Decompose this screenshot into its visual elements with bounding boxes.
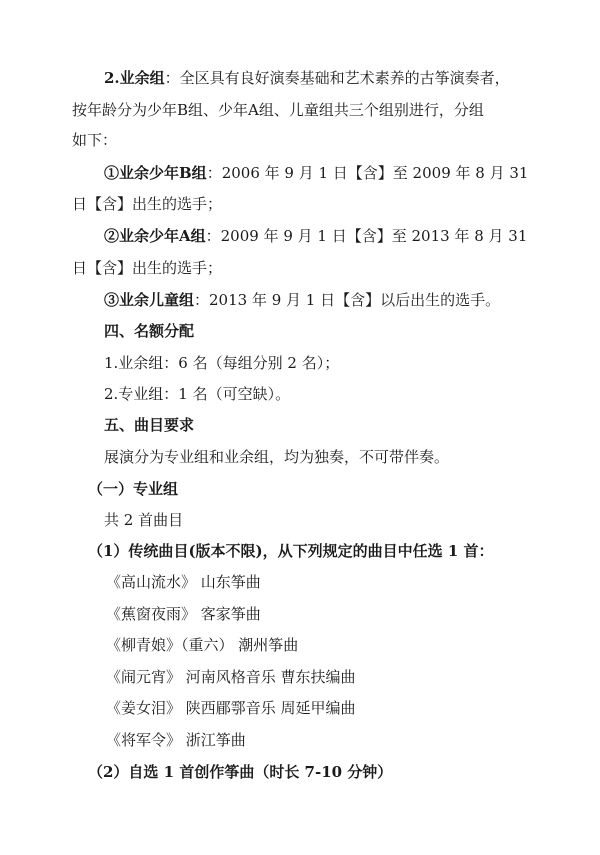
piece-item: 《高山流水》 山东筝曲 xyxy=(106,573,261,591)
para-2-line-2: 按年龄分为少年B组、少年A组、儿童组共三个组别进行，分组 xyxy=(72,101,484,119)
item-1-line-1 xyxy=(0,163,600,183)
item-2-line-1 xyxy=(0,226,600,246)
item-2-text: ：2009 年 9 月 1 日【含】至 2013 年 8 月 31 xyxy=(205,227,528,245)
para-2-line-3: 如下： xyxy=(72,131,118,149)
para-2-label: 2.业余组 xyxy=(104,69,165,87)
item-2-line-2: 日【含】出生的选手； xyxy=(72,259,223,277)
piece-item: 《将军令》 浙江筝曲 xyxy=(106,731,246,749)
section-5-intro: 展演分为专业组和业余组，均为独奏，不可带伴奏。 xyxy=(104,448,450,466)
section-4-line-1: 1.业余组：6 名（每组分别 2 名）； xyxy=(104,354,340,372)
piece-item: 《姜女泪》 陕西郿鄠音乐 周延甲编曲 xyxy=(106,699,356,717)
piece-item: 《闹元宵》 河南风格音乐 曹东扶编曲 xyxy=(106,668,356,686)
subsection-1-count: 共 2 首曲目 xyxy=(104,511,184,529)
section-4-heading: 四、名额分配 xyxy=(104,322,195,340)
para-2-line-1 xyxy=(0,68,600,88)
item-3-label: ③业余儿童组 xyxy=(104,291,195,309)
requirement-2: （2）自选 1 首创作筝曲（时长 7-10 分钟） xyxy=(88,763,393,781)
para-2-text-1: ：全区具有良好演奏基础和艺术素养的古筝演奏者， xyxy=(164,69,510,87)
piece-item: 《柳青娘》（重六） 潮州筝曲 xyxy=(106,636,299,654)
subsection-1-heading: （一）专业组 xyxy=(88,480,179,498)
section-4-line-2: 2.专业组：1 名（可空缺）。 xyxy=(104,385,291,403)
item-1-label: ①业余少年B组 xyxy=(104,164,207,182)
item-2-label: ②业余少年A组 xyxy=(104,227,206,245)
item-1-line-2: 日【含】出生的选手； xyxy=(72,195,223,213)
item-1-text: ：2006 年 9 月 1 日【含】至 2009 年 8 月 31 xyxy=(206,164,529,182)
item-3-line xyxy=(0,290,600,310)
piece-item: 《蕉窗夜雨》 客家筝曲 xyxy=(106,605,261,623)
section-5-heading: 五、曲目要求 xyxy=(104,416,195,434)
item-3-text: ：2013 年 9 月 1 日【含】以后出生的选手。 xyxy=(194,291,501,309)
requirement-1: （1）传统曲目(版本不限)，从下列规定的曲目中任选 1 首： xyxy=(88,542,494,560)
